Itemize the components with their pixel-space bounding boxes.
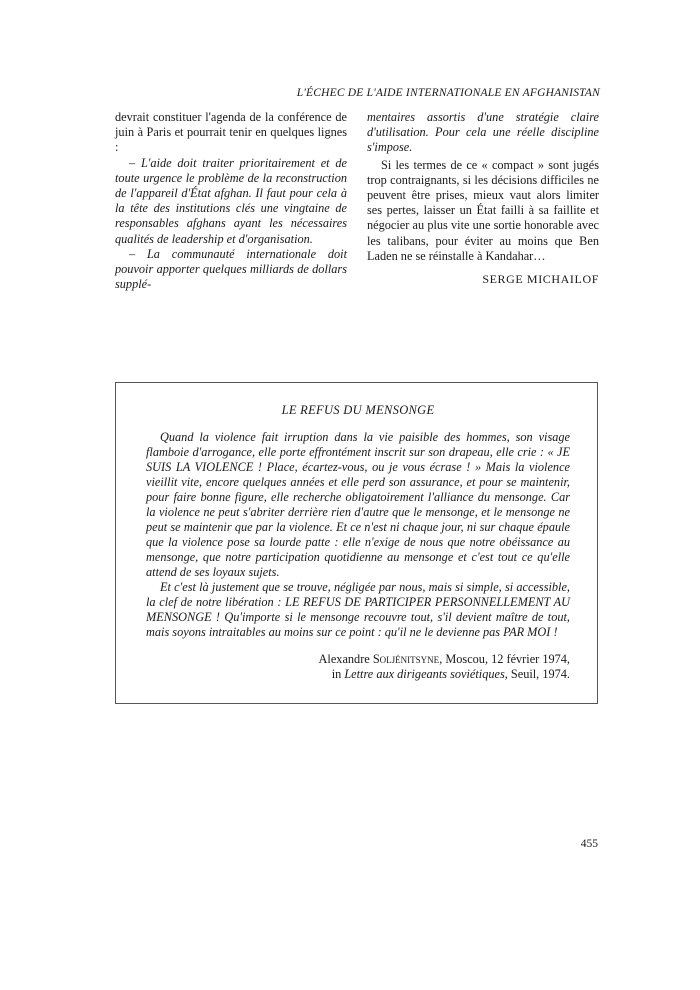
- right-column: [367, 110, 599, 287]
- attribution-place-date: , Moscou, 12 février 1974,: [439, 652, 570, 666]
- quote-box: [115, 382, 598, 704]
- right-continuation: mentaires assortis d'une stratégie claire d'utilisation. Pour cela une réelle discipline s'impose.: [367, 110, 599, 155]
- attribution-firstname: Alexandre: [318, 652, 370, 666]
- attribution-in: in: [331, 667, 342, 681]
- left-column: [115, 110, 347, 292]
- quote-attribution: [146, 652, 570, 682]
- right-paragraph: Si les termes de ce « compact » sont jugés trop contraignants, si les décisions difficiles ne peuvent être prises, mieux vaut alors limiter ses pertes, laisser un État failli à sa faillite et négocier au plus vite une sortie honorable avec les talibans, pour éviter au moins que Ben Laden ne se réinstalle à Kandahar…: [367, 157, 599, 263]
- attribution-surname: Soljénitsyne: [372, 652, 440, 666]
- left-list-item-2: – La communauté internationale doit pouvoir apporter quelques milliards de dollars supplé-: [115, 246, 347, 292]
- quote-box-title: LE REFUS DU MENSONGE: [281, 403, 435, 417]
- author-signature: SERGE MICHAILOF: [482, 272, 599, 287]
- attribution-line-2: [146, 667, 570, 682]
- page-number: 455: [580, 838, 598, 850]
- running-title: L'ÉCHEC DE L'AIDE INTERNATIONALE EN AFGHANISTAN: [296, 87, 600, 99]
- left-list-item-1: – L'aide doit traiter prioritairement et de toute urgence le problème de la reconstruction de l'appareil d'État afghan. Il faut pour cela à la tête des institutions clés une vingtaine de responsables afghans ayant les nécessaires qualités de leadership et d'organisation.: [115, 155, 347, 246]
- attribution-publisher: , Seuil, 1974.: [504, 667, 570, 681]
- attribution-line-1: [146, 652, 570, 667]
- attribution-work: Lettre aux dirigeants soviétiques: [344, 667, 505, 681]
- quote-paragraph-2: Et c'est là justement que se trouve, négligée par nous, mais si simple, si accessible, la clef de notre libération : LE REFUS DE PARTICIPER PERSONNELLEMENT AU MENSONGE ! Qu'importe si le mensonge recouvre tout, s'il devient maître de tout, mais soyons intraitables au moins sur ce point : qu'il ne le devienne pas PAR MOI !: [146, 580, 570, 639]
- left-intro-paragraph: devrait constituer l'agenda de la conférence de juin à Paris et pourrait tenir en quelques lignes :: [115, 110, 347, 155]
- quote-paragraph-1: Quand la violence fait irruption dans la vie paisible des hommes, son visage flamboie d'arrogance, elle porte effrontément inscrit sur son drapeau, elle crie : « JE SUIS LA VIOLENCE ! Place, écartez-vous, ou je vous écrase ! » Mais la violence vieillit vite, encore quelques années et elle perd son assurance, et pour se maintenir, pour faire bonne figure, elle recherche obligatoirement l'alliance du mensonge. Car la violence ne peut s'abriter derrière rien d'autre que le mensonge, et le mensonge ne peut se maintenir que par la violence. Et ce n'est ni chaque jour, ni sur chaque épaule que la violence pose sa lourde patte : elle n'exige de nous que notre obéissance au mensonge, que notre participation quotidienne au mensonge et c'est tout ce qu'elle attend de ses loyaux sujets.: [146, 430, 570, 579]
